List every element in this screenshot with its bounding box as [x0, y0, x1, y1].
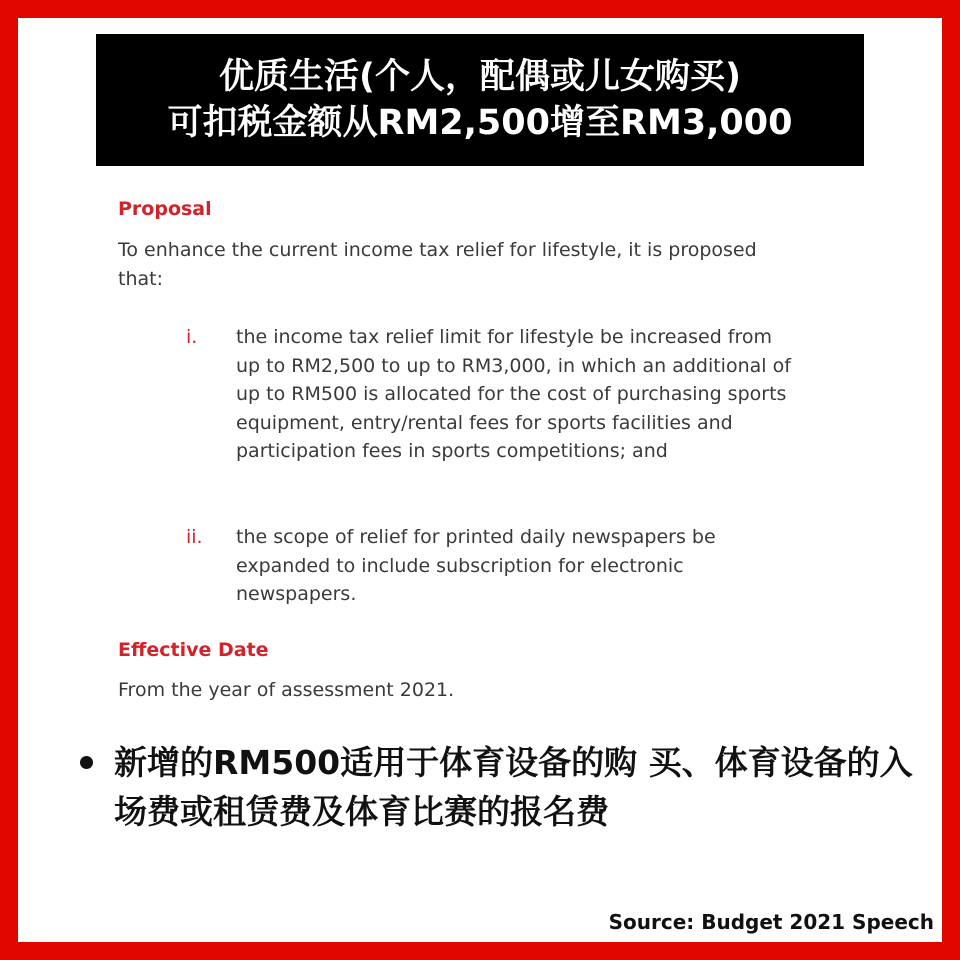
proposal-heading: Proposal: [118, 198, 212, 220]
bullet-dot-icon: [80, 756, 93, 769]
effective-date-heading: Effective Date: [118, 639, 269, 661]
effective-date-text: From the year of assessment 2021.: [118, 679, 455, 701]
bullet-note-text: 新增的RM500适用于体育设备的购 买、体育设备的入场费或租赁费及体育比赛的报名费: [114, 743, 913, 831]
title-line-1: 优质生活(个人，配偶或儿女购买): [219, 57, 741, 97]
title-banner: [96, 34, 864, 166]
source-credit: Source: Budget 2021 Speech: [608, 910, 934, 934]
list-item-text: the income tax relief limit for lifestyle be increased from up to RM2,500 to up to RM3,000, in which an additional of up to RM500 is allocated for the cost of purchasing sports equipment, entry/rental fees for sports facilities and participation fees in sports competitions; and: [236, 326, 791, 463]
proposal-intro: To enhance the current income tax relief for lifestyle, it is proposed that:: [118, 239, 757, 290]
list-marker: ii.: [186, 526, 203, 548]
list-item-text: the scope of relief for printed daily newspapers be expanded to include subscription for electronic newspapers.: [236, 526, 716, 606]
title-line-2: 可扣税金额从RM2,500增至RM3,000: [167, 103, 793, 143]
list-marker: i.: [186, 326, 198, 348]
